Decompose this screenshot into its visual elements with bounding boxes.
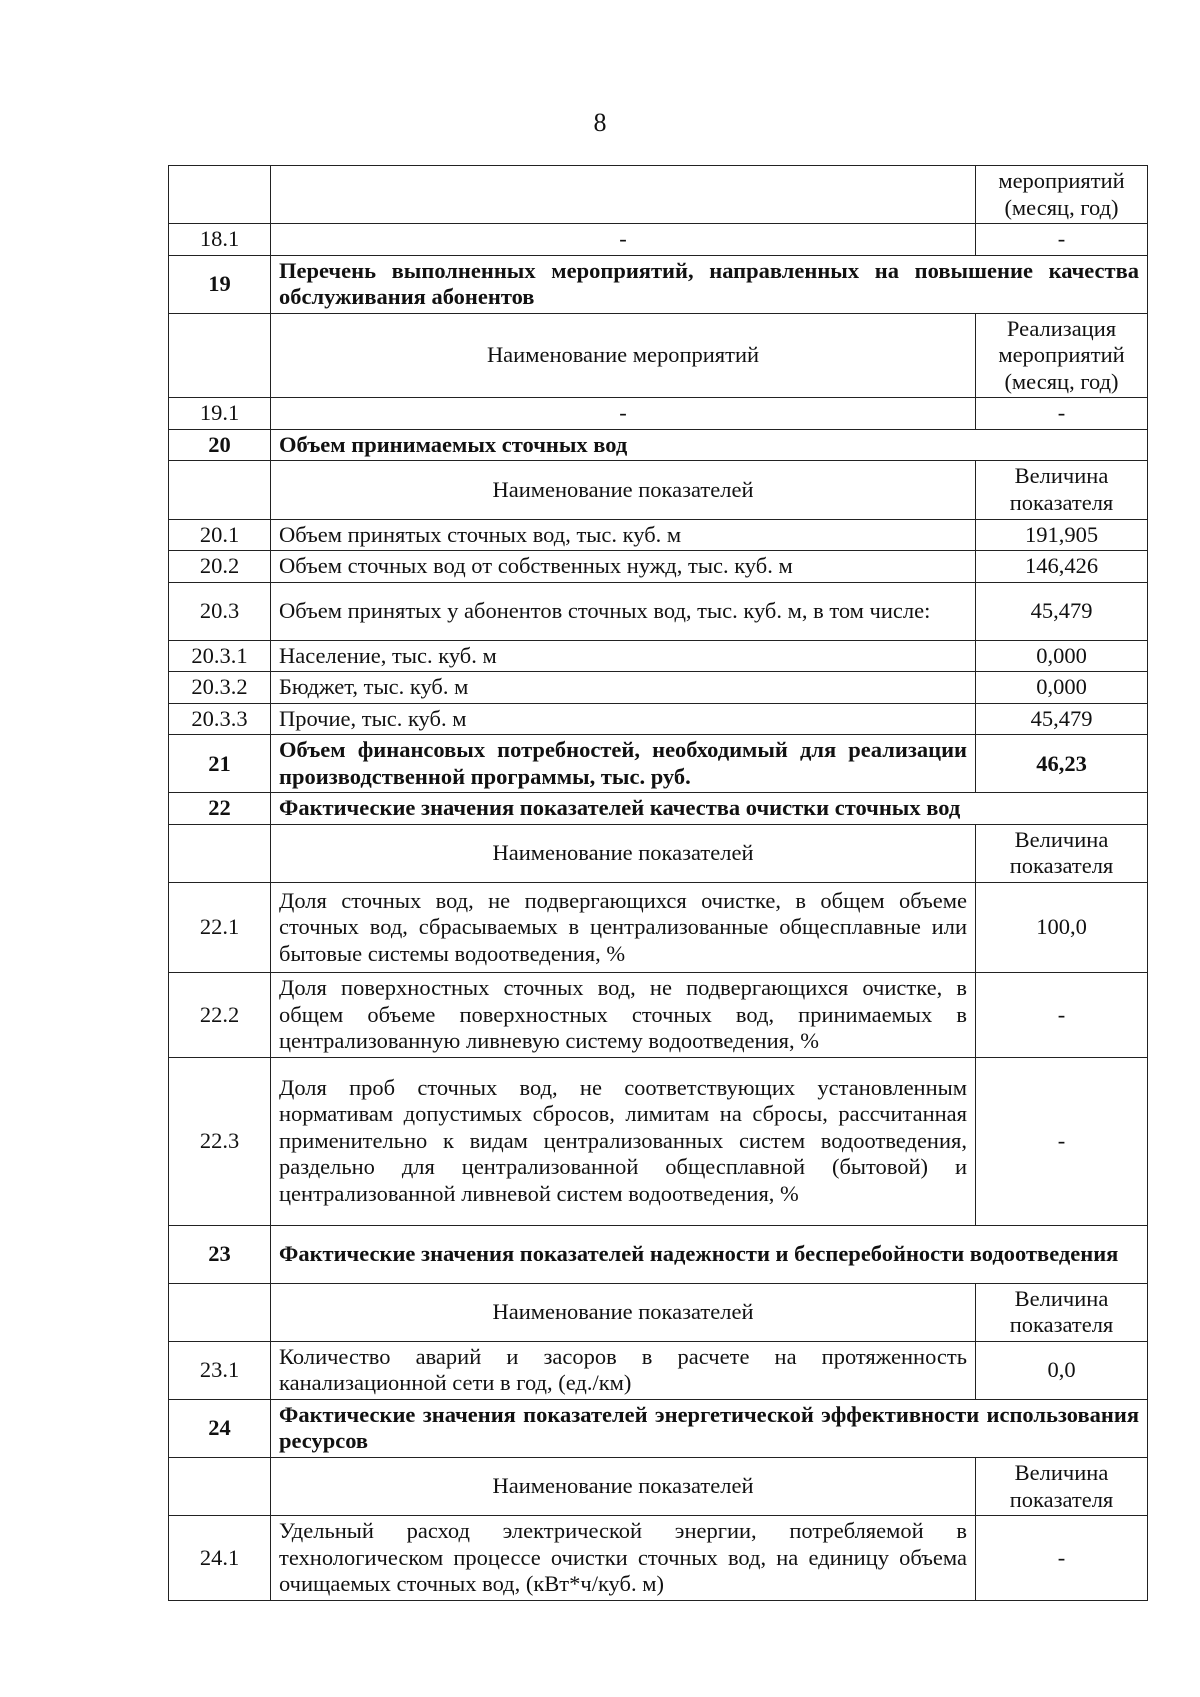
row-name: Объем принятых у абонентов сточных вод, тыс. куб. м, в том числе: [271, 582, 976, 640]
section-number: 24 [169, 1399, 271, 1457]
table-header-row [169, 461, 1148, 519]
row-number: 20.3 [169, 582, 271, 640]
row-number: 24.1 [169, 1516, 271, 1601]
row-value: 0,000 [976, 640, 1148, 672]
row-name: - [271, 398, 976, 430]
row-number [169, 824, 271, 882]
table-header-row [169, 313, 1148, 398]
row-number: 22.1 [169, 883, 271, 973]
row-value: 0,000 [976, 672, 1148, 704]
row-name: Удельный расход электрической энергии, потребляемой в технологическом процессе очистки сточных вод, на единицу объема очищаемых сточных вод, (кВт*ч/куб. м) [271, 1516, 976, 1601]
row-number: 20.2 [169, 551, 271, 583]
row-value: - [976, 224, 1148, 256]
table-row [169, 398, 1148, 430]
column-header-value: Величина показателя [976, 461, 1148, 519]
row-name: Бюджет, тыс. куб. м [271, 672, 976, 704]
column-header-name: Наименование показателей [271, 1457, 976, 1515]
page-number: 8 [593, 108, 607, 137]
section-title: Фактические значения показателей качества очистки сточных вод [271, 793, 1148, 825]
production-program-table [168, 165, 1148, 1601]
section-row [169, 1225, 1148, 1283]
table-row [169, 166, 1148, 224]
table-row [169, 1341, 1148, 1399]
row-number [169, 166, 271, 224]
row-value: 100,0 [976, 883, 1148, 973]
row-value: 46,23 [976, 735, 1148, 793]
row-name: Доля проб сточных вод, не соответствующих установленным нормативам допустимых сбросов, лимитам на сбросы, рассчитанная применительно к видам централизованных систем водоотведения, раздельно для централизованной общесплавной (бытовой) и централизованной ливневой систем водоотведения, % [271, 1057, 976, 1225]
row-name: Количество аварий и засоров в расчете на протяженность канализационной сети в год, (ед./км) [271, 1341, 976, 1399]
row-number: 22.2 [169, 973, 271, 1058]
row-name: Доля сточных вод, не подвергающихся очистке, в общем объеме сточных вод, сбрасываемых в централизованные общесплавные или бытовые системы водоотведения, % [271, 883, 976, 973]
row-value: 191,905 [976, 519, 1148, 551]
row-number [169, 313, 271, 398]
section-row [169, 793, 1148, 825]
table-header-row [169, 1283, 1148, 1341]
row-name: - [271, 224, 976, 256]
column-header-value: Реализация мероприятий (месяц, год) [976, 313, 1148, 398]
row-name: Население, тыс. куб. м [271, 640, 976, 672]
table-row [169, 551, 1148, 583]
row-value: - [976, 398, 1148, 430]
row-number: 23.1 [169, 1341, 271, 1399]
row-number: 18.1 [169, 224, 271, 256]
section-title: Фактические значения показателей надежности и бесперебойности водоотведения [271, 1225, 1148, 1283]
column-header-value: Величина показателя [976, 1457, 1148, 1515]
section-number: 20 [169, 429, 271, 461]
table-row [169, 1057, 1148, 1225]
section-row [169, 429, 1148, 461]
table-row [169, 582, 1148, 640]
section-row [169, 255, 1148, 313]
table-row [169, 703, 1148, 735]
row-number: 22.3 [169, 1057, 271, 1225]
table-row [169, 735, 1148, 793]
section-title: Объем принимаемых сточных вод [271, 429, 1148, 461]
column-header-name: Наименование показателей [271, 1283, 976, 1341]
table-header-row [169, 824, 1148, 882]
section-number: 19 [169, 255, 271, 313]
row-name: Доля поверхностных сточных вод, не подвергающихся очистке, в общем объеме поверхностных сточных вод, принимаемых в централизованную ливневую систему водоотведения, % [271, 973, 976, 1058]
table-row [169, 883, 1148, 973]
row-value: - [976, 1516, 1148, 1601]
row-name: Объем сточных вод от собственных нужд, тыс. куб. м [271, 551, 976, 583]
row-name: Объем принятых сточных вод, тыс. куб. м [271, 519, 976, 551]
row-value: 0,0 [976, 1341, 1148, 1399]
column-header-name: Наименование мероприятий [271, 313, 976, 398]
section-title: Фактические значения показателей энергетической эффективности использования ресурсов [271, 1399, 1148, 1457]
row-value: - [976, 1057, 1148, 1225]
row-number: 20.3.1 [169, 640, 271, 672]
column-header-value: Величина показателя [976, 1283, 1148, 1341]
column-header-name: Наименование показателей [271, 824, 976, 882]
section-number: 23 [169, 1225, 271, 1283]
row-value: мероприятий (месяц, год) [976, 166, 1148, 224]
row-number [169, 461, 271, 519]
row-name: Прочие, тыс. куб. м [271, 703, 976, 735]
table-row [169, 640, 1148, 672]
row-name: Объем финансовых потребностей, необходимый для реализации производственной программы, тыс. руб. [271, 735, 976, 793]
row-number: 21 [169, 735, 271, 793]
table-row [169, 1516, 1148, 1601]
row-value: 45,479 [976, 703, 1148, 735]
row-number [169, 1283, 271, 1341]
row-value: 45,479 [976, 582, 1148, 640]
table-row [169, 224, 1148, 256]
section-row [169, 1399, 1148, 1457]
table-row [169, 672, 1148, 704]
row-number [169, 1457, 271, 1515]
row-value: - [976, 973, 1148, 1058]
row-number: 20.1 [169, 519, 271, 551]
table-row [169, 973, 1148, 1058]
row-number: 19.1 [169, 398, 271, 430]
table-row [169, 519, 1148, 551]
section-number: 22 [169, 793, 271, 825]
row-name [271, 166, 976, 224]
row-number: 20.3.3 [169, 703, 271, 735]
table-header-row [169, 1457, 1148, 1515]
section-title: Перечень выполненных мероприятий, направленных на повышение качества обслуживания абонентов [271, 255, 1148, 313]
row-value: 146,426 [976, 551, 1148, 583]
column-header-value: Величина показателя [976, 824, 1148, 882]
column-header-name: Наименование показателей [271, 461, 976, 519]
row-number: 20.3.2 [169, 672, 271, 704]
